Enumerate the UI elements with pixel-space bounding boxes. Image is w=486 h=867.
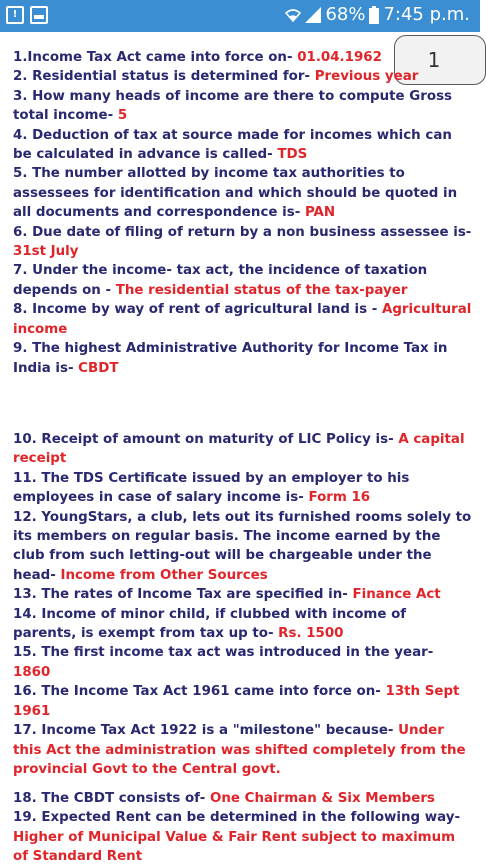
answer-text: Previous year: [314, 69, 419, 85]
wifi-icon: [285, 8, 301, 22]
question-item: 13. The rates of Income Tax are specified in- Finance Act: [13, 587, 441, 603]
clock-time: 7:45 p.m.: [383, 4, 470, 25]
question-block-2: [13, 430, 473, 779]
answer-text: PAN: [304, 205, 336, 221]
battery-percent: 68%: [325, 4, 366, 25]
question-item: 18. The CBDT consists of- One Chairman & Six Members: [13, 791, 435, 806]
question-item: 12. YoungStars, a club, lets out its furnished rooms solely to its members on regular basis. The income earned by the club from such letting-out will be chargeable under the head- Income from Other Sources: [13, 509, 472, 583]
answer-text: A capital receipt: [13, 432, 465, 467]
image-notification-icon: [30, 6, 48, 24]
answer-text: CBDT: [78, 360, 119, 376]
question-item: 8. Income by way of rent of agricultural land is - Agricultural income: [13, 302, 472, 337]
answer-text: 31st July: [13, 244, 79, 260]
answer-text: Finance Act: [352, 587, 441, 603]
alert-notification-icon: !: [6, 6, 24, 24]
question-item: 10. Receipt of amount on maturity of LIC Policy is- A capital receipt: [13, 432, 465, 467]
question-item: 7. Under the income- tax act, the incidence of taxation depends on - The residential status of the tax-payer: [13, 263, 428, 298]
question-item: 5. The number allotted by income tax authorities to assessees for identification and which should be quoted in all documents and correspondence is- PAN: [13, 166, 458, 221]
answer-text: The residential status of the tax-payer: [115, 282, 408, 298]
question-block-1: [13, 48, 473, 378]
question-item: 4. Deduction of tax at source made for incomes which can be calculated in advance is called- TDS: [13, 127, 452, 163]
answer-text: Income from Other Sources: [60, 567, 268, 583]
answer-text: 1860: [13, 664, 51, 680]
answer-text: One Chairman & Six Members: [209, 791, 435, 806]
question-item: 15. The first income tax act was introduced in the year- 1860: [13, 645, 434, 680]
page-number-badge: 1: [394, 35, 486, 85]
battery-icon: [369, 6, 379, 24]
question-item: 6. Due date of filing of return by a non business assessee is- 31st July: [13, 224, 472, 260]
answer-text: Higher of Municipal Value & Fair Rent subject to maximum of Standard Rent: [13, 829, 456, 865]
question-item: 19. Expected Rent can be determined in the following way- Higher of Municipal Value & Fair Rent subject to maximum of Standard Rent: [13, 810, 461, 865]
question-item: 14. Income of minor child, if clubbed with income of parents, is exempt from tax up to- Rs. 1500: [13, 606, 407, 642]
question-item: 1.Income Tax Act came into force on- 01.04.1962: [13, 50, 382, 65]
answer-text: Agricultural income: [13, 302, 472, 337]
signal-icon: [305, 7, 321, 23]
question-item: 17. Income Tax Act 1922 is a "milestone" because- Under this Act the administration was shifted completely from the provincial Govt to the Central govt.: [13, 723, 466, 777]
answer-text: TDS: [277, 147, 308, 163]
document-content[interactable]: [0, 32, 480, 865]
question-item: 9. The highest Administrative Authority for Income Tax in India is- CBDT: [13, 341, 448, 376]
question-item: 3. How many heads of income are there to compute Gross total income- 5: [13, 88, 453, 124]
question-block-3: [13, 789, 473, 867]
notification-icons: [6, 6, 48, 24]
answer-text: Under this Act the administration was shifted completely from the provincial Govt to the Central govt.: [13, 723, 466, 777]
question-item: 16. The Income Tax Act 1961 came into force on- 13th Sept 1961: [13, 684, 460, 719]
status-indicators: [285, 4, 470, 25]
question-item: 11. The TDS Certificate issued by an employer to his employees in case of salary income is- Form 16: [13, 470, 410, 506]
answer-text: Rs. 1500: [278, 626, 344, 642]
answer-text: Form 16: [308, 490, 371, 506]
answer-text: 5: [117, 108, 128, 124]
status-bar: [0, 0, 480, 32]
answer-text: 13th Sept 1961: [13, 684, 460, 719]
question-item: 2. Residential status is determined for- Previous year: [13, 69, 419, 85]
answer-text: 01.04.1962: [297, 50, 382, 65]
